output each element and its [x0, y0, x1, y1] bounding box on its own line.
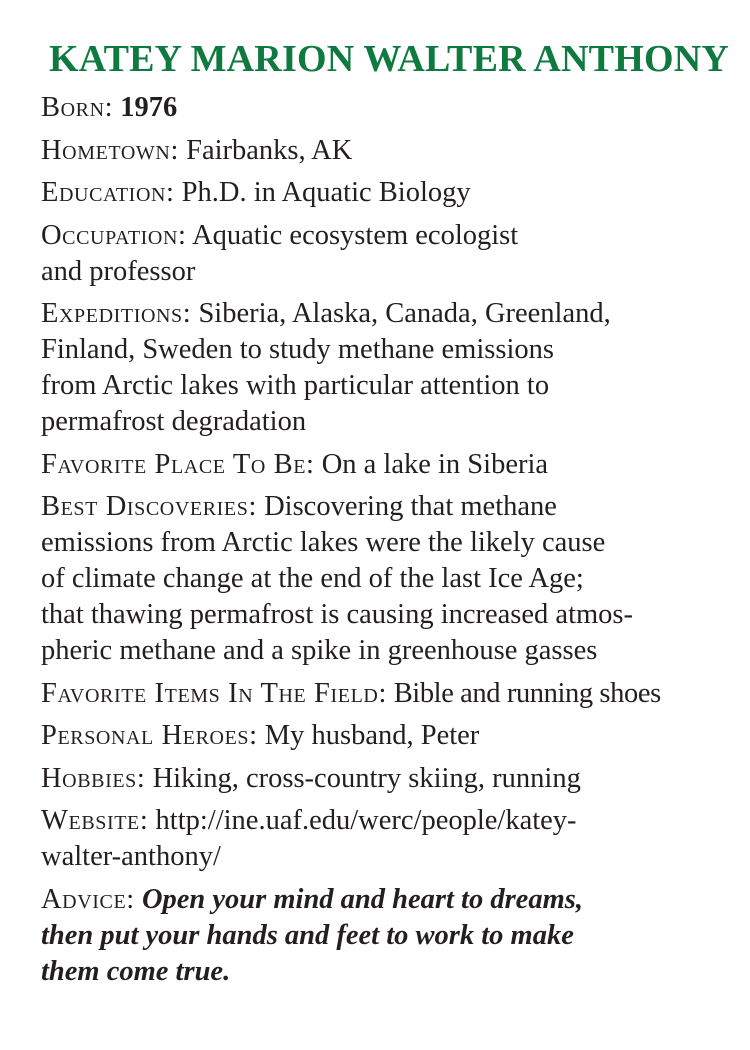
field-label: Advice: [41, 883, 135, 915]
field-value: Bible and running shoes [393, 677, 661, 709]
field-hobbies [41, 761, 731, 797]
field-value: Ph.D. in Aquatic Biology [181, 177, 471, 208]
field-label: Favorite Items In The Field: [41, 677, 387, 709]
field-favorite-items [41, 676, 731, 712]
field-value: On a lake in Siberia [321, 448, 549, 480]
field-label: Best Discoveries: [41, 491, 257, 522]
field-value-line: Finland, Sweden to study methane emissions [41, 334, 554, 365]
field-value-line: pheric methane and a spike in greenhouse gasses [41, 635, 598, 666]
field-favorite-place [41, 447, 731, 483]
field-label: Favorite Place To Be: [41, 448, 315, 480]
field-label: Expeditions: [41, 298, 192, 329]
profile-name: KATEY MARION WALTER ANTHONY [49, 38, 730, 80]
field-value: My husband, Peter [264, 720, 480, 751]
field-website [41, 803, 731, 875]
field-personal-heroes [41, 718, 731, 754]
profile-card [41, 34, 731, 996]
field-occupation [41, 218, 731, 290]
field-advice [41, 882, 731, 990]
field-born [41, 90, 731, 126]
field-label: Personal Heroes: [41, 720, 258, 751]
field-value-line: Aquatic ecosystem ecologist [192, 219, 519, 251]
field-value-line: from Arctic lakes with particular attention to [41, 370, 550, 401]
field-label: Hobbies: [41, 762, 146, 794]
field-value-line: emissions from Arctic lakes were the likely cause [41, 527, 606, 558]
field-value-line: permafrost degradation [41, 406, 307, 437]
website-link-continued[interactable]: walter-anthony/ [41, 841, 221, 872]
field-value-line: that thawing permafrost is causing increased atmos- [41, 599, 633, 630]
field-label: Occupation: [41, 219, 187, 251]
field-value-line: Siberia, Alaska, Canada, Greenland, [198, 298, 611, 329]
field-value-line: and professor [41, 255, 196, 287]
field-hometown [41, 133, 731, 169]
field-value: Fairbanks, AK [186, 134, 353, 166]
field-value: Hiking, cross-country skiing, running [152, 762, 581, 794]
field-label: Hometown: [41, 134, 179, 166]
field-value-line: of climate change at the end of the last Ice Age; [41, 563, 584, 594]
field-value-line: Open your mind and heart to dreams, [141, 883, 583, 915]
field-label: Website: [41, 805, 149, 836]
field-label: Born: [41, 92, 114, 123]
field-label: Education: [41, 177, 175, 208]
field-best-discoveries [41, 489, 731, 669]
field-education [41, 175, 731, 211]
field-expeditions [41, 296, 731, 440]
field-value: 1976 [120, 92, 178, 123]
field-value-line: then put your hands and feet to work to make [41, 919, 574, 951]
website-link[interactable]: http://ine.uaf.edu/werc/people/katey- [155, 805, 577, 836]
field-value-line: Discovering that methane [264, 491, 557, 522]
field-value-line: them come true. [41, 955, 231, 987]
